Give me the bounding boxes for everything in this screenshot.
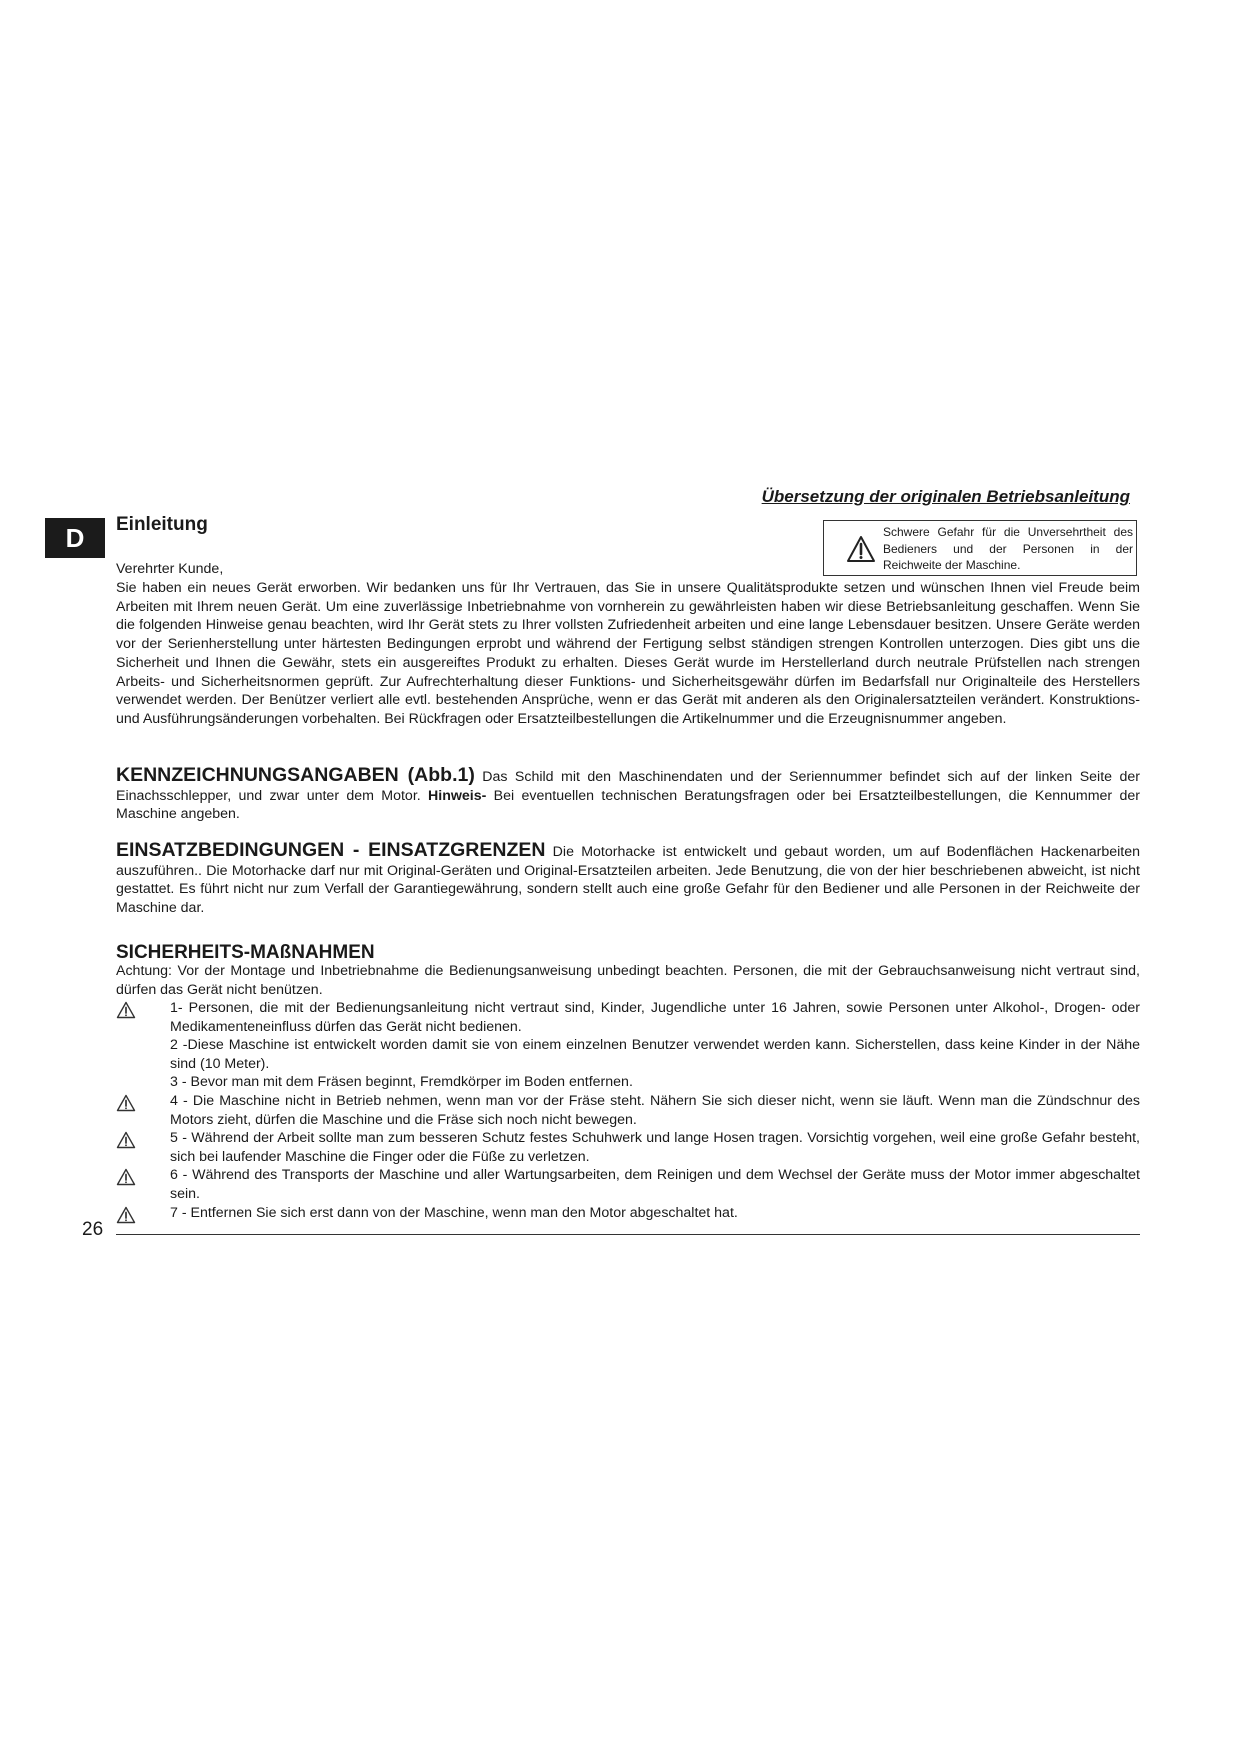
conditions-section <box>116 841 1140 918</box>
safety-list <box>116 999 1140 1222</box>
warning-text-line1: Schwere Gefahr für die Unversehrtheit des Bedieners und der Personen in der <box>883 525 1133 556</box>
warning-triangle-icon <box>116 1094 136 1112</box>
intro-body: Sie haben ein neues Gerät erworben. Wir bedanken uns für Ihr Vertrauen, das Sie in unsere Qualitätsprodukte setzen und wünschen Ihnen viel Freude beim Arbeiten mit Ihrem neuen Gerät. Um eine zuverlässige Inbetriebnahme von vornherein zu gewährleisten haben wir diese Betriebsanleitung geschaffen. Wenn Sie die folgenden Hinweise genau beachten, wird Ihr Gerät stets zu Ihrer vollsten Zufriedenheit arbeiten und eine lange Lebensdauer besitzen. Unsere Geräte werden vor der Serienherstellung unter härtesten Bedingungen erprobt und während der Fertigung selbst ständigen strengen Kontrollen unterzogen. Dies gibt uns die Sicherheit und Ihnen die Gewähr, stets ein ausgereiftes Produkt zu erhalten. Dieses Gerät wurde im Herstellerland durch neutrale Prüfstellen nach strengen Arbeits- und Sicherheitsnormen geprüft. Zur Aufrechterhaltung dieser Funktions- und Sicherheitsgewähr dürfen im Bedarfsfall nur Originalteile des Herstellers verwendet werden. Der Benützer verliert alle evtl. bestehenden Ansprüche, wenn er das Gerät mit anderen als den Originalersatzteilen verändert. Konstruktions-und Ausführungsänderungen vorbehalten. Bei Rückfragen oder Ersatzteilbestellungen die Artikelnummer und die Erzeugnisnummer angeben. <box>116 580 1140 727</box>
warning-text-line2: Reichweite der Maschine. <box>883 558 1021 572</box>
identification-note-text: Bei eventuellen technischen Beratungsfragen oder bei Ersatzteilbestellungen, die Kennummer der Maschine angeben. <box>116 787 1140 823</box>
identification-text: Das Schild mit den Maschinendaten und der Seriennummer befindet sich auf der linken Seite der Einachsschlepper, und zwar unter dem Motor. <box>116 769 1140 804</box>
page-number: 26 <box>82 1219 104 1240</box>
safety-item-text: 5 - Während der Arbeit sollte man zum besseren Schutz festes Schuhwerk und lange Hosen tragen. Vorsichtig vorgehen, weil eine große Gefahr besteht, sich bei laufender Maschine die Finger oder die Füße zu verletzen. <box>170 1130 1140 1165</box>
identification-title: KENNZEICHNUNGSANGABEN (Abb.1) <box>116 764 475 786</box>
safety-item <box>116 1092 1140 1129</box>
language-tab: D <box>45 518 105 558</box>
safety-item-text: 1- Personen, die mit der Bedienungsanleitung nicht vertraut sind, Kinder, Jugendliche unter 16 Jahren, sowie Personen unter Alkohol-, Drogen- oder Medikamenteneinfluss dürfen das Gerät nicht bedienen. <box>170 1000 1140 1035</box>
warning-triangle-icon <box>116 1206 136 1224</box>
warning-text <box>883 524 1133 574</box>
safety-item <box>116 1073 1140 1092</box>
safety-intro: Achtung: Vor der Montage und Inbetriebnahme die Bedienungsanweisung unbedingt beachten. Personen, die mit der Gebrauchsanweisung nicht vertraut sind, dürfen das Gerät nicht benützen. <box>116 963 1140 998</box>
greeting: Verehrter Kunde, <box>116 561 224 577</box>
identification-section <box>116 766 1140 824</box>
safety-item-text: 4 - Die Maschine nicht in Betrieb nehmen, wenn man vor der Fräse steht. Nähern Sie sich dieser nicht, wenn sie läuft. Wenn man die Zündschnur des Motors zieht, dürfen die Maschine und die Fräse sich noch nicht bewegen. <box>170 1092 1140 1128</box>
safety-title: SICHERHEITS-MAßNAHMEN <box>116 942 375 963</box>
intro-title: Einleitung <box>116 514 208 535</box>
safety-item <box>116 1166 1140 1203</box>
safety-item-text: 2 -Diese Maschine ist entwickelt worden damit sie von einem einzelnen Benutzer verwendet werden kann. Sicherstellen, dass keine Kinder in der Nähe sind (10 Meter). <box>170 1037 1140 1072</box>
safety-item <box>116 1204 1140 1223</box>
conditions-text: Die Motorhacke ist entwickelt und gebaut worden, um auf Bodenflächen Hackenarbeiten auszuführen.. Die Motorhacke darf nur mit Original-Geräten und Original-Ersatzteilen arbeiten. Jede Benutzung, die von der hier beschriebenen abweicht, ist nicht gestattet. Es führt nicht nur zum Verfall der Garantiegewährung, sondern stellt auch eine große Gefahr für den Bediener und alle Personen in der Reichweite der Maschine dar. <box>116 844 1140 917</box>
safety-item-text: 6 - Während des Transports der Maschine und aller Wartungsarbeiten, dem Reinigen und dem Wechsel der Geräte muss der Motor immer abgeschaltet sein. <box>170 1167 1140 1202</box>
safety-item <box>116 999 1140 1036</box>
footer-rule <box>116 1234 1140 1235</box>
safety-item <box>116 1036 1140 1073</box>
warning-triangle-icon <box>116 1168 136 1186</box>
safety-item-text: 3 - Bevor man mit dem Fräsen beginnt, Fremdkörper im Boden entfernen. <box>170 1074 633 1091</box>
warning-box <box>823 520 1137 576</box>
warning-triangle-icon <box>846 535 876 563</box>
note-label: Hinweis- <box>428 787 487 804</box>
safety-item <box>116 1129 1140 1166</box>
page-heading: Übersetzung der originalen Betriebsanleitung <box>761 487 1130 506</box>
warning-triangle-icon <box>116 1131 136 1149</box>
warning-triangle-icon <box>116 1001 136 1019</box>
conditions-title: EINSATZBEDINGUNGEN - EINSATZGRENZEN <box>116 839 546 861</box>
safety-item-text: 7 - Entfernen Sie sich erst dann von der Maschine, wenn man den Motor abgeschaltet hat. <box>170 1204 738 1221</box>
